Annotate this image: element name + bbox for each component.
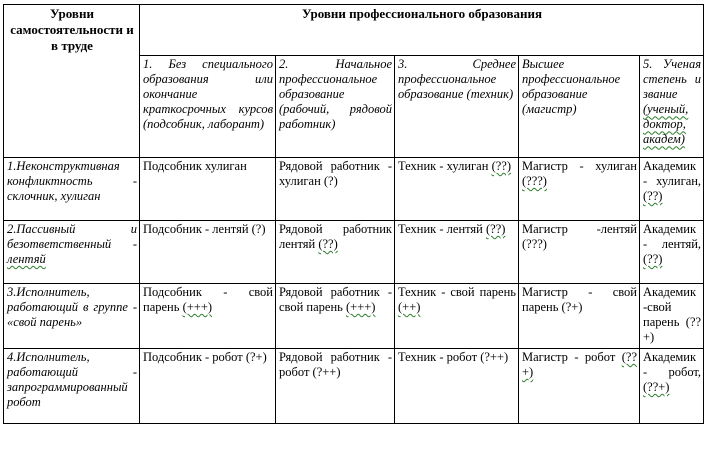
col-header-3: 3. Среднее профессиональное образование (техник) [395, 56, 519, 158]
table-cell: Подсобник - свой парень (+++) [140, 284, 276, 349]
header-education-levels: Уровни профессионального образования [140, 5, 704, 56]
row-header-1: 1.Неконструктивная конфликтность - склочник, хулиган [4, 158, 140, 221]
row-header-4: 4.Исполнитель, работающий - запрограммированный робот [4, 349, 140, 424]
table-row [4, 349, 704, 424]
table-cell: Техник - свой парень (++) [395, 284, 519, 349]
table-cell: Рядовой работник - робот (?++) [276, 349, 395, 424]
table-cell: Академик -свой парень (??+) [640, 284, 704, 349]
table-row [4, 158, 704, 221]
table-cell: Техник - хулиган (??) [395, 158, 519, 221]
table-cell: Рядовой работник лентяй (??) [276, 221, 395, 284]
table-cell: Подсобник хулиган [140, 158, 276, 221]
table-cell: Академик - лентяй, (??) [640, 221, 704, 284]
col-header-2: 2. Начальное профессиональное образование (рабочий, рядовой работник) [276, 56, 395, 158]
table-cell: Рядовой работник - хулиган (?) [276, 158, 395, 221]
table-cell: Академик - хулиган, (??) [640, 158, 704, 221]
table-cell: Рядовой работник - свой парень (+++) [276, 284, 395, 349]
header-independence-levels: Уровни самостоятельности и в труде [4, 5, 140, 158]
table-row [4, 284, 704, 349]
table-cell: Магистр -лентяй (???) [519, 221, 640, 284]
table-cell: Академик - робот, (??+) [640, 349, 704, 424]
table-cell: Подсобник - робот (?+) [140, 349, 276, 424]
table-row [4, 221, 704, 284]
row-header-2: 2.Пассивный и безответственный - лентяй [4, 221, 140, 284]
table-cell: Магистр - хулиган (???) [519, 158, 640, 221]
table-cell: Подсобник - лентяй (?) [140, 221, 276, 284]
table-cell: Техник - робот (?++) [395, 349, 519, 424]
table-cell: Техник - лентяй (??) [395, 221, 519, 284]
table-cell: Магистр - робот (??+) [519, 349, 640, 424]
education-levels-table [3, 4, 704, 424]
row-header-3: 3.Исполнитель, работающий в группе - «свой парень» [4, 284, 140, 349]
col-header-5: 5. Ученая степень и звание (ученый, доктор, академ) [640, 56, 704, 158]
col-header-4: Высшее профессиональное образование (магистр) [519, 56, 640, 158]
col-header-1: 1. Без специального образования или окончание краткосрочных курсов (подсобник, лаборант) [140, 56, 276, 158]
header-row [4, 5, 704, 56]
table-cell: Магистр - свой парень (?+) [519, 284, 640, 349]
